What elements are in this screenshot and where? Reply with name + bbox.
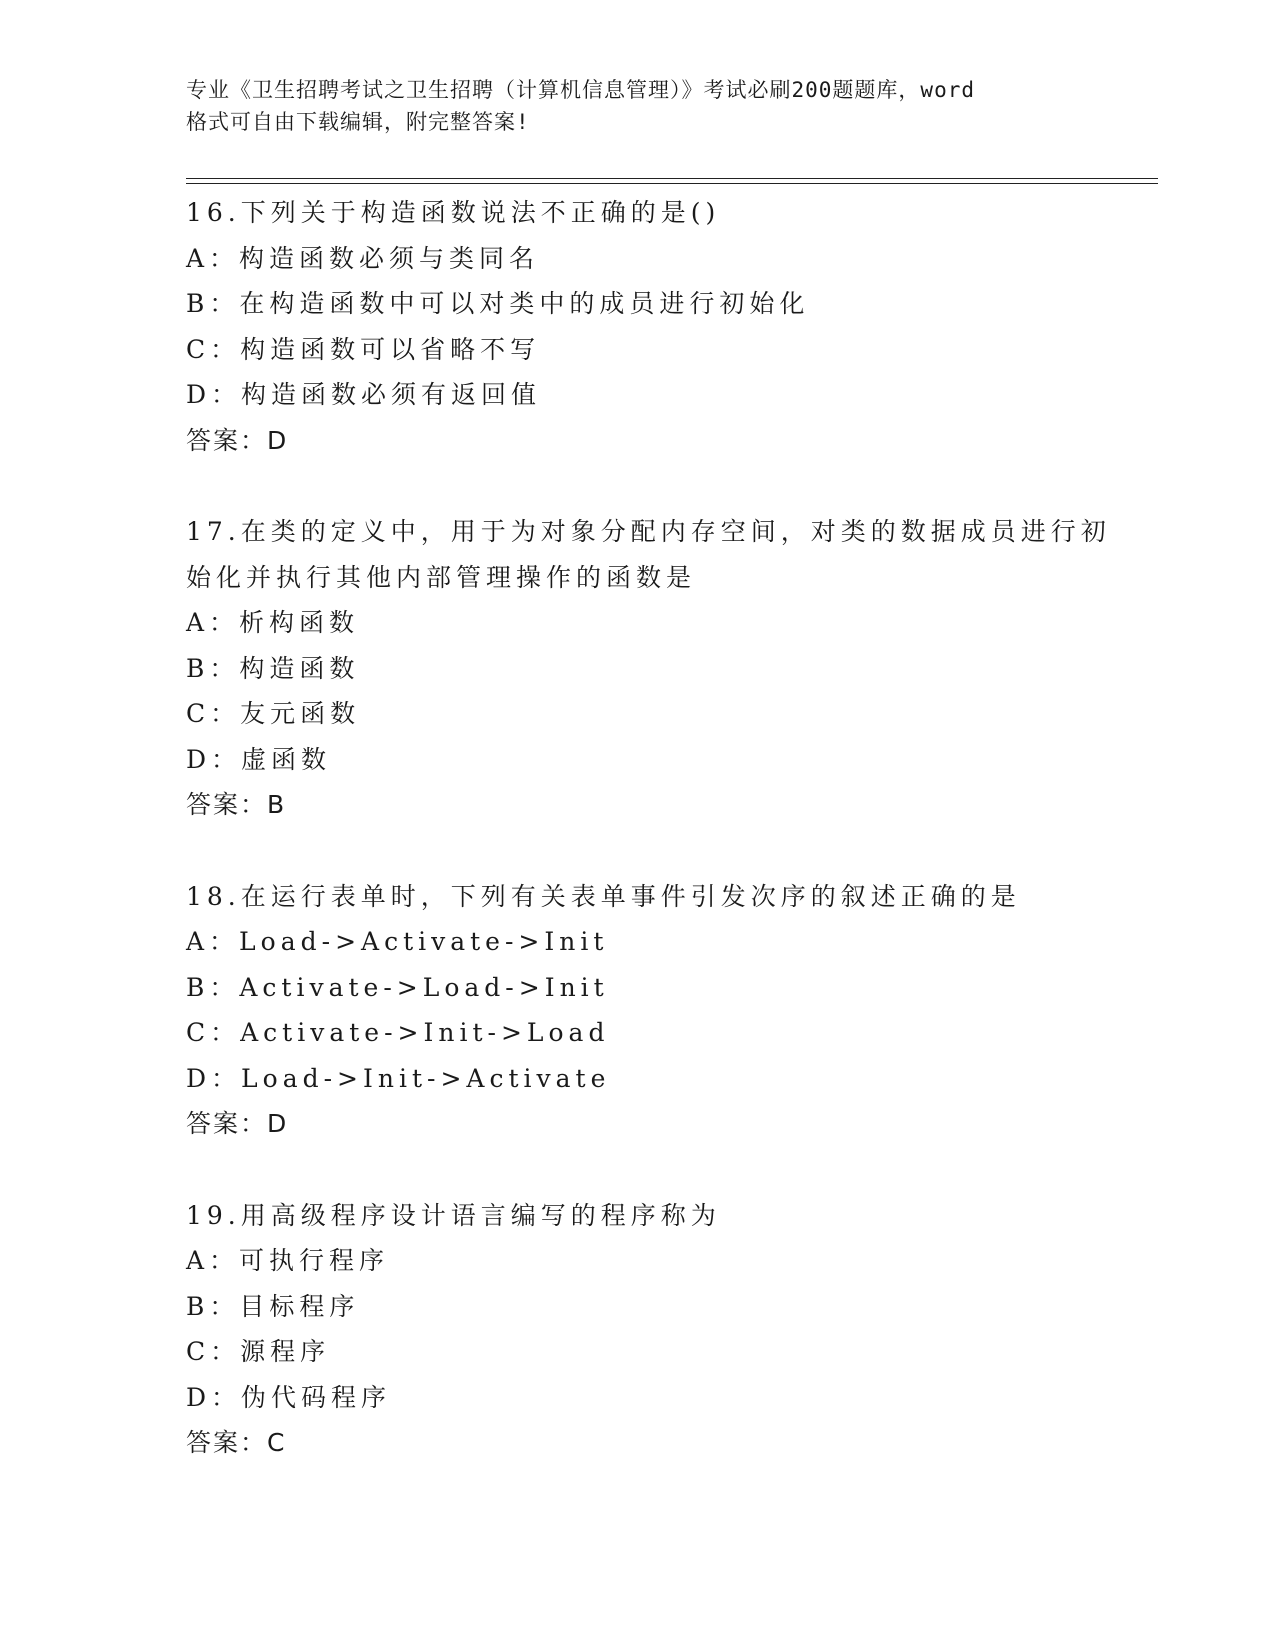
option-a: A：可执行程序 <box>186 1246 390 1275</box>
answer-line: 答案：D <box>186 1109 289 1138</box>
option-a: A：Load->Activate->Init <box>186 927 609 956</box>
answer-line: 答案：C <box>186 1428 287 1457</box>
option-b: B：目标程序 <box>186 1291 360 1321</box>
option-a: A：析构函数 <box>186 608 360 637</box>
document-header <box>186 74 1086 138</box>
option-b: B：在构造函数中可以对类中的成员进行初始化 <box>186 289 810 318</box>
answer-line: 答案：D <box>186 425 289 455</box>
option-d: D：构造函数必须有返回值 <box>186 380 542 409</box>
header-divider-top <box>186 178 1158 179</box>
answer-line: 答案：B <box>186 790 287 819</box>
option-a: A：构造函数必须与类同名 <box>186 243 540 273</box>
question-stem: 16.下列关于构造函数说法不正确的是() <box>186 198 721 227</box>
question-16 <box>186 190 1136 463</box>
option-c: C：Activate->Init->Load <box>186 1018 610 1047</box>
option-b: B：构造函数 <box>186 653 360 683</box>
option-d: D：虚函数 <box>186 744 332 774</box>
option-c: C：构造函数可以省略不写 <box>186 334 541 364</box>
question-list <box>186 190 1136 1512</box>
option-d: D：伪代码程序 <box>186 1382 392 1412</box>
question-stem: 17.在类的定义中，用于为对象分配内存空间，对类的数据成员进行初 <box>186 517 1111 546</box>
option-c: C：源程序 <box>186 1337 331 1366</box>
option-b: B：Activate->Load->Init <box>186 972 609 1002</box>
question-stem-continued: 始化并执行其他内部管理操作的函数是 <box>186 562 697 592</box>
question-19 <box>186 1193 1136 1466</box>
question-stem: 18.在运行表单时，下列有关表单事件引发次序的叙述正确的是 <box>186 881 1021 911</box>
question-18 <box>186 874 1136 1147</box>
option-d: D：Load->Init->Activate <box>186 1063 611 1093</box>
question-17 <box>186 509 1136 828</box>
header-divider-bottom <box>186 183 1158 184</box>
question-stem: 19.用高级程序设计语言编写的程序称为 <box>186 1200 721 1230</box>
header-line-2: 格式可自由下载编辑，附完整答案! <box>186 110 530 134</box>
header-line-1: 专业《卫生招聘考试之卫生招聘（计算机信息管理）》考试必刷200题题库，word <box>186 78 975 102</box>
option-c: C：友元函数 <box>186 699 361 728</box>
